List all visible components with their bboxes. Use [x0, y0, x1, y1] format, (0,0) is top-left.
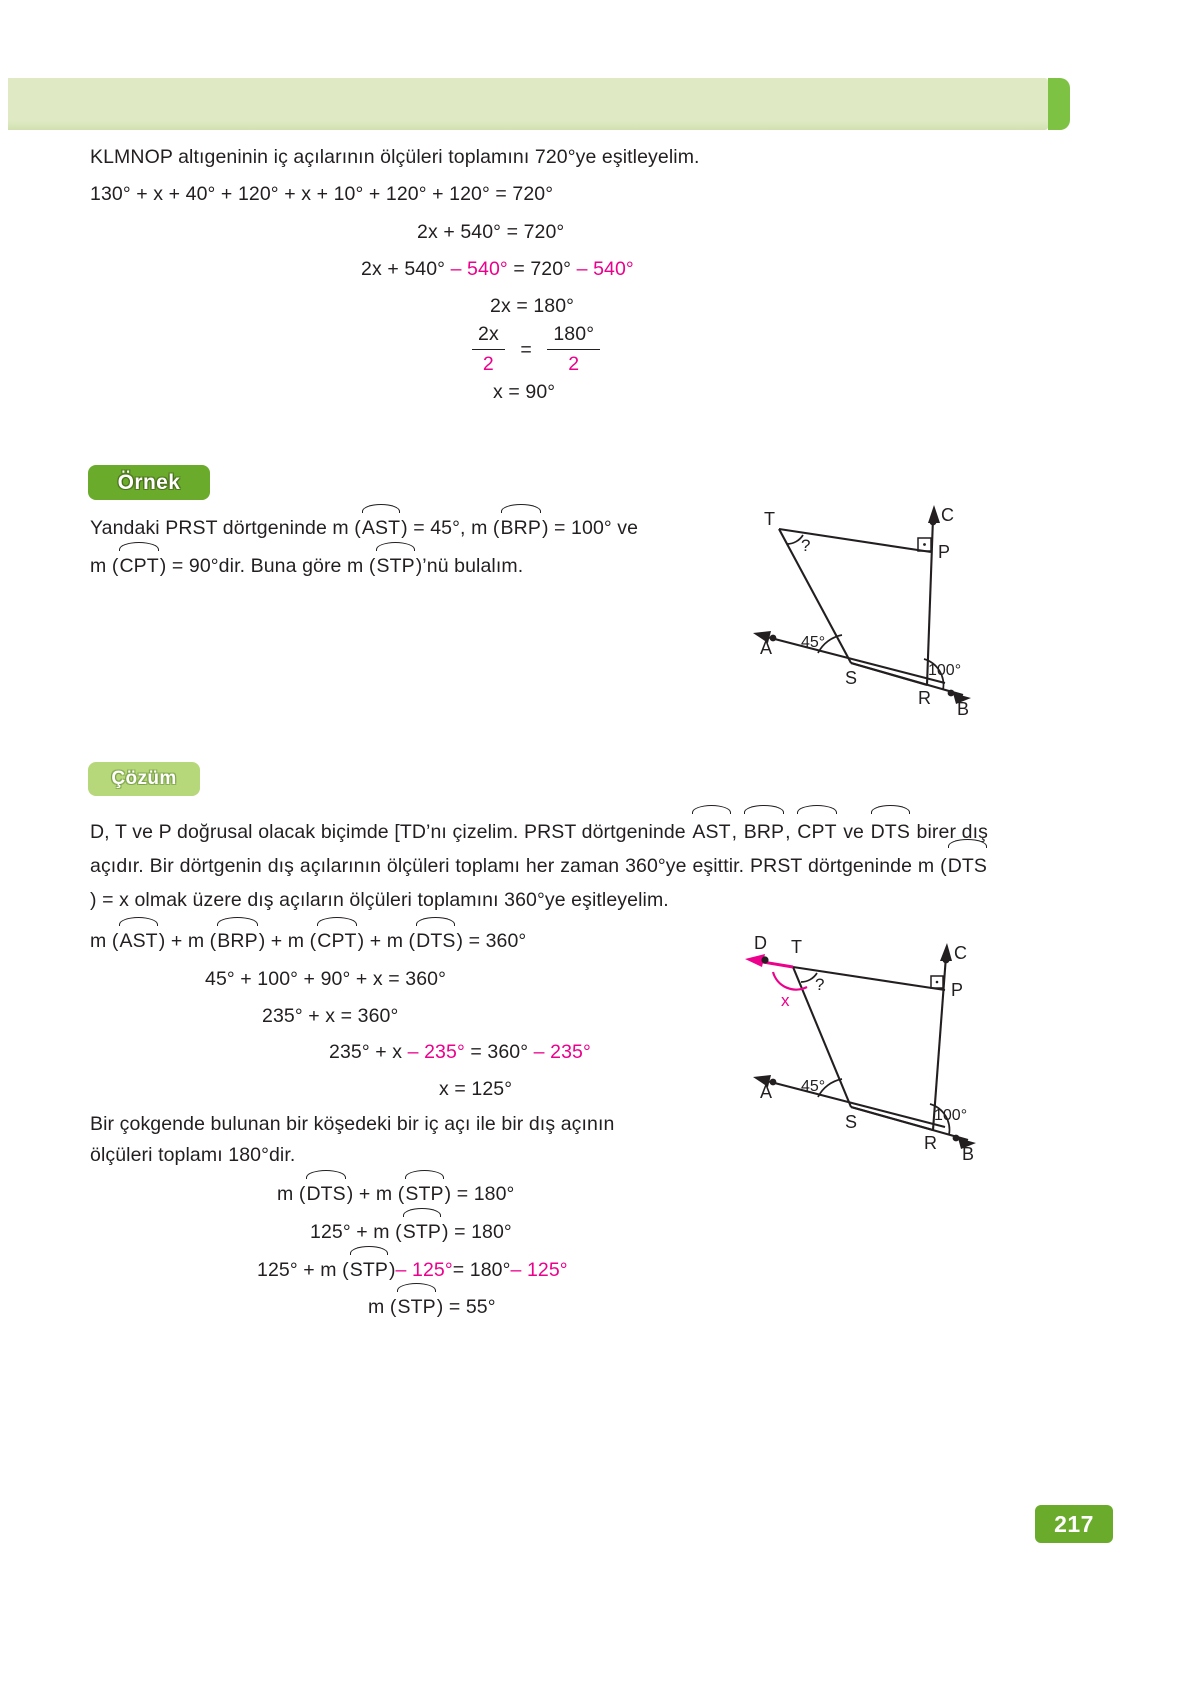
intro-eq5-left-denominator: 2 [472, 349, 505, 379]
angle-name-cpt-2: CPT [796, 815, 837, 849]
figure2-label-R: R [924, 1133, 937, 1153]
cozum-eqf-pre: m ( [277, 1183, 306, 1205]
figure1-label-question: ? [801, 536, 811, 555]
angle-name-brp-2: BRP [743, 815, 785, 849]
cozum-eqh-subtract-left: – 125° [395, 1259, 453, 1281]
cozum-eqh-equals: = 180° [452, 1259, 511, 1281]
figure1-label-P: P [938, 542, 951, 562]
cozum-eqd-equals-rhs: = 360° [470, 1041, 529, 1063]
intro-line-1: KLMNOP altıgeninin iç açılarının ölçüleri toplamını 720°ye eşitleyelim. [90, 146, 700, 168]
intro-eq5-left-numerator: 2x [478, 323, 499, 345]
figure1-label-angle-45: 45° [801, 634, 826, 651]
intro-eq3-subtract-right: – 540° [576, 258, 634, 280]
cozum-paragraph-2-line-2: ölçüleri toplamı 180°dir. [90, 1144, 296, 1166]
cozum-eqd-subtract-left: – 235° [407, 1041, 465, 1063]
ornek-text-pre: Yandaki PRST dörtgeninde m ( [90, 517, 361, 539]
ornek-line2-pre: m ( [90, 555, 119, 577]
cozum-badge: Çözüm [88, 762, 200, 796]
intro-eq3-lhs: 2x + 540° [361, 258, 446, 280]
intro-equation-2: 2x + 540° = 720° [417, 221, 565, 243]
figure2-label-C: C [954, 943, 967, 963]
angle-name-dts: DTS [870, 815, 911, 849]
angle-name-dts-4: DTS [305, 1180, 346, 1209]
ornek-text-mid-1: ) = 45°, m ( [401, 517, 500, 539]
cozum-eqa-pre: m ( [90, 930, 119, 952]
top-decorative-banner [8, 78, 1048, 130]
figure2-label-angle-100: 100° [934, 1107, 968, 1124]
angle-name-stp-4: STP [349, 1256, 389, 1285]
intro-equation-4: 2x = 180° [490, 295, 575, 317]
intro-eq3-equals-rhs: = 720° [513, 258, 572, 280]
cozum-p1-b: , [731, 821, 743, 843]
cozum-eqg-end: ) = 180° [441, 1221, 512, 1243]
angle-name-brp: BRP [500, 514, 542, 543]
figure2-label-x: x [781, 991, 790, 1010]
intro-eq3-subtract-left: – 540° [450, 258, 508, 280]
cozum-p1-c: , [785, 821, 797, 843]
cozum-eqa-end: ) = 360° [456, 930, 527, 952]
angle-name-dts-2: DTS [947, 849, 988, 883]
angle-name-stp-3: STP [402, 1218, 442, 1247]
figure1-label-S: S [845, 668, 858, 688]
figure1-label-R: R [918, 688, 931, 708]
angle-name-dts-3: DTS [415, 927, 456, 956]
figure1-label-A: A [760, 638, 773, 658]
figure2-label-B: B [962, 1144, 975, 1160]
cozum-p1-f: ) = x olmak üzere dış açıların ölçüleri toplamını 360°ye eşitleyelim. [90, 889, 669, 911]
angle-name-cpt: CPT [118, 552, 159, 581]
cozum-eqa-s3: ) + m ( [357, 930, 416, 952]
intro-equation-6: x = 90° [493, 381, 556, 403]
ornek-line2-mid: ) = 90°dir. Buna göre m ( [159, 555, 376, 577]
figure-2-quadrilateral-prst-with-exterior [735, 925, 1010, 1160]
cozum-eqh-mid: ) [388, 1259, 396, 1281]
cozum-equation-e: x = 125° [439, 1078, 513, 1100]
ornek-text-mid-2: ) = 100° ve [541, 517, 639, 539]
cozum-p1-d: ve [837, 821, 870, 843]
cozum-eqg-pre: 125° + m ( [310, 1221, 402, 1243]
cozum-equation-f [277, 1180, 514, 1209]
intro-eq5-right-denominator: 2 [547, 349, 600, 379]
angle-name-cpt-3: CPT [316, 927, 357, 956]
angle-name-brp-3: BRP [216, 927, 258, 956]
cozum-equation-b: 45° + 100° + 90° + x = 360° [205, 968, 446, 990]
cozum-eqa-s1: ) + m ( [158, 930, 217, 952]
page-number: 217 [1035, 1505, 1113, 1543]
figure-1-quadrilateral-prst [735, 495, 1000, 730]
intro-equation-5 [472, 322, 600, 382]
cozum-eqh-subtract-right: – 125° [510, 1259, 568, 1281]
cozum-equation-a [90, 927, 526, 956]
intro-eq5-equals: = [520, 338, 532, 361]
ornek-question-line-2 [90, 552, 523, 581]
cozum-eqf-end: ) = 180° [444, 1183, 515, 1205]
figure2-label-S: S [845, 1112, 858, 1132]
cozum-equation-c: 235° + x = 360° [262, 1005, 399, 1027]
cozum-eqi-end: ) = 55° [436, 1296, 496, 1318]
ornek-line2-end: )’nü bulalım. [415, 555, 524, 577]
intro-eq5-right-numerator: 180° [553, 323, 595, 345]
angle-name-stp-2: STP [404, 1180, 444, 1209]
intro-equation-3 [361, 255, 634, 284]
cozum-eqi-pre: m ( [368, 1296, 397, 1318]
cozum-equation-h [257, 1256, 568, 1285]
intro-eq5-left-fraction [472, 320, 505, 380]
cozum-eqh-pre: 125° + m ( [257, 1259, 349, 1281]
angle-name-ast: AST [361, 514, 401, 543]
cozum-eqa-s2: ) + m ( [258, 930, 317, 952]
figure2-label-D: D [754, 933, 767, 953]
figure1-label-T: T [764, 509, 775, 529]
top-banner-tab [1048, 78, 1070, 130]
cozum-equation-i [368, 1293, 496, 1322]
figure1-label-C: C [941, 505, 954, 525]
angle-name-stp-5: STP [396, 1293, 436, 1322]
angle-name-stp: STP [375, 552, 415, 581]
figure1-label-B: B [957, 699, 970, 719]
angle-name-ast-3: AST [118, 927, 158, 956]
cozum-equation-g [310, 1218, 512, 1247]
cozum-paragraph-2-line-1: Bir çokgende bulunan bir köşedeki bir iç açı ile bir dış açının [90, 1113, 615, 1135]
cozum-p1-e: birer dış açıdır. Bir dörtgenin dış açılarının ölçüleri toplamı her zaman 360°ye eşittir. PRST dörtgeninde m ( [90, 821, 988, 877]
figure1-label-angle-100: 100° [928, 662, 962, 679]
cozum-eqf-mid: ) + m ( [346, 1183, 405, 1205]
cozum-eqd-lhs: 235° + x [329, 1041, 403, 1063]
cozum-eqd-subtract-right: – 235° [533, 1041, 591, 1063]
angle-name-ast-2: AST [691, 815, 731, 849]
cozum-equation-d [329, 1038, 591, 1067]
figure2-label-question: ? [815, 975, 825, 994]
figure2-label-angle-45: 45° [801, 1078, 826, 1095]
ornek-badge: Örnek [88, 465, 210, 500]
cozum-p1-a: D, T ve P doğrusal olacak biçimde [TD’nı çizelim. PRST dörtgeninde [90, 821, 692, 843]
figure2-label-P: P [951, 980, 964, 1000]
figure2-label-A: A [760, 1082, 773, 1102]
ornek-question-line-1 [90, 514, 638, 543]
cozum-paragraph-1 [90, 815, 988, 917]
intro-equation-1: 130° + x + 40° + 120° + x + 10° + 120° + 120° = 720° [90, 183, 554, 205]
intro-eq5-right-fraction [547, 320, 600, 380]
figure2-label-T: T [791, 937, 802, 957]
